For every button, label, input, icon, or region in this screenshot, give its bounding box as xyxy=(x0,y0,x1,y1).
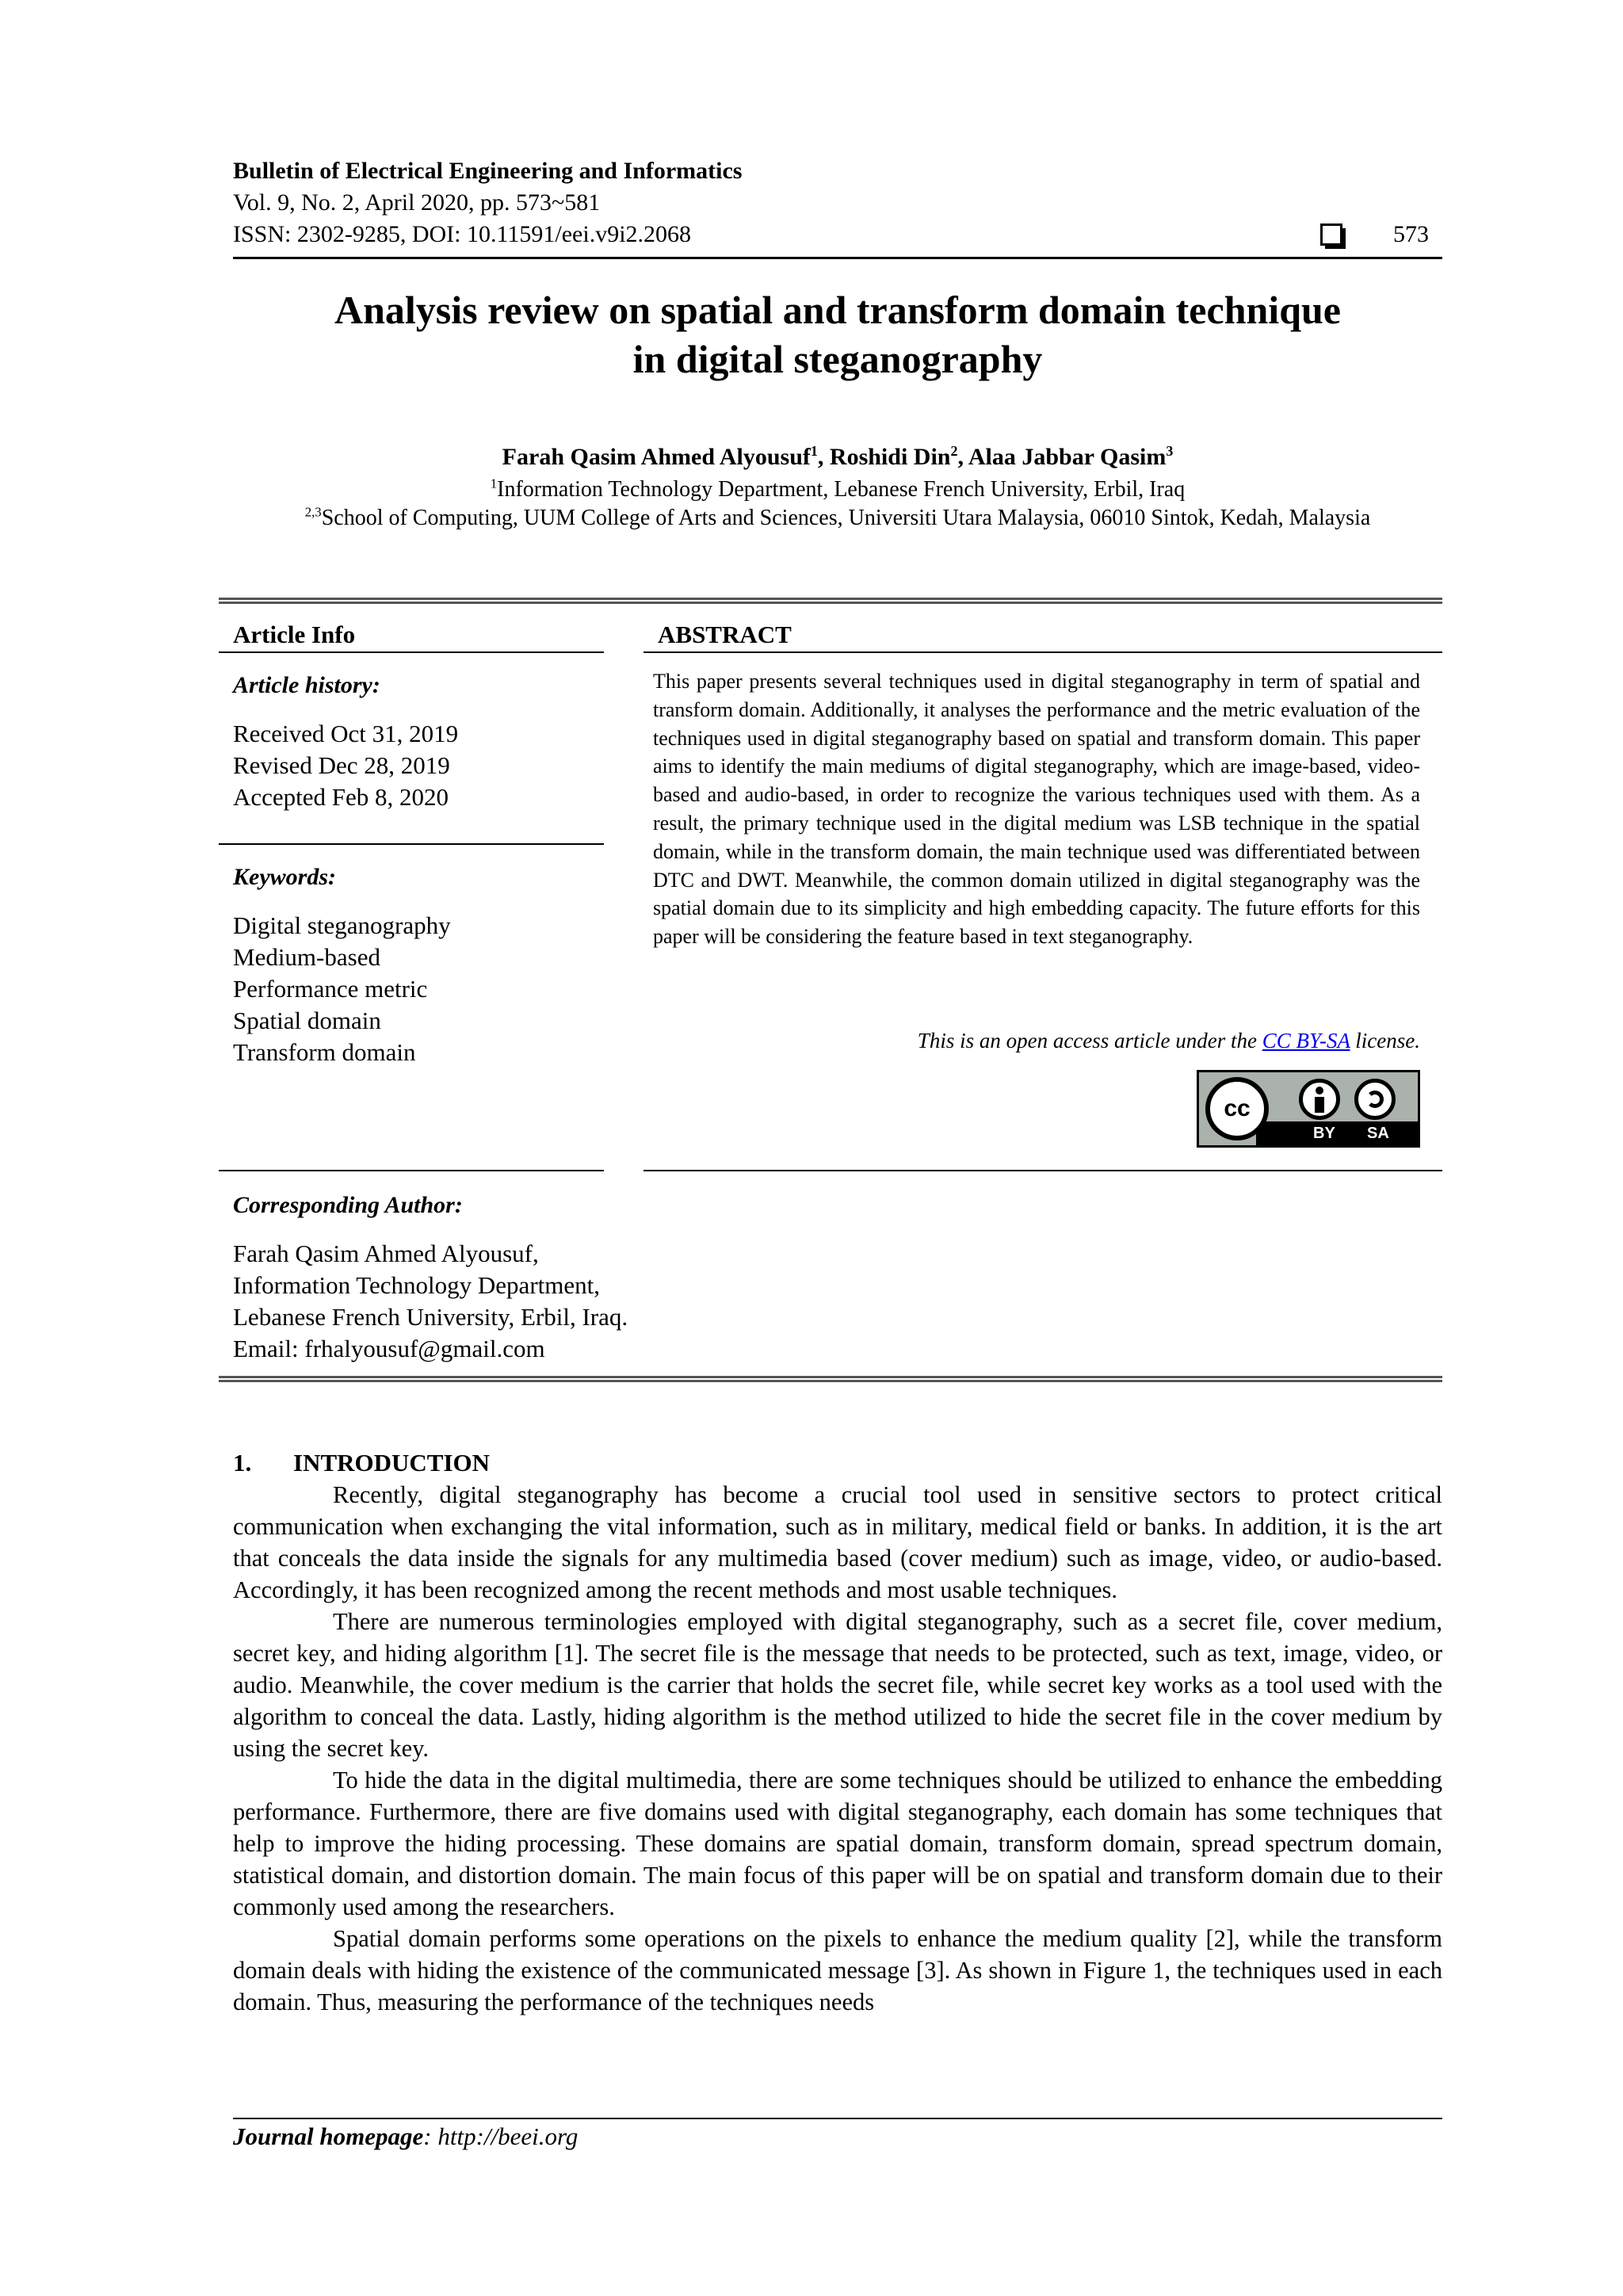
issn-doi: ISSN: 2302-9285, DOI: 10.11591/eei.v9i2.2068 xyxy=(233,221,692,247)
info-box-bottom-rule xyxy=(219,1376,1442,1382)
corresponding-univ: Lebanese French University, Erbil, Iraq. xyxy=(233,1303,628,1331)
corresponding-author-heading: Corresponding Author: xyxy=(233,1192,463,1218)
author-separator: , xyxy=(817,444,830,470)
corresponding-author-block xyxy=(233,1238,628,1365)
keyword-item: Transform domain xyxy=(233,1038,416,1066)
keywords-bottom-rule xyxy=(219,1170,604,1171)
homepage-label: Journal homepage xyxy=(233,2122,424,2150)
author-2: Roshidi Din xyxy=(829,444,951,470)
paragraph: There are numerous terminologies employed with digital steganography, such as a secret file, cover medium, secret key, and hiding algorithm [1]. The secret file is the message that needs to be protected, such as text, image, video, or audio. Meanwhile, the cover medium is the carrier that holds the secret file, while secret key works as a tool used with the algorithm to conceal the data. Lastly, hiding algorithm is the method utilized to hide the secret file in the cover medium by using the secret key. xyxy=(233,1608,1442,1762)
abstract-rule xyxy=(643,651,1442,653)
received-date: Received Oct 31, 2019 xyxy=(233,720,459,747)
abstract-heading: ABSTRACT xyxy=(658,621,792,648)
author-2-affiliation-mark: 2 xyxy=(950,443,958,459)
license-suffix: license. xyxy=(1350,1029,1420,1052)
header-rule xyxy=(233,257,1442,259)
history-rule xyxy=(219,843,604,845)
journal-name: Bulletin of Electrical Engineering and Informatics xyxy=(233,158,743,184)
author-list xyxy=(233,442,1442,472)
author-separator: , xyxy=(957,444,968,470)
abstract-bottom-rule xyxy=(643,1170,1442,1171)
section-number: 1. xyxy=(233,1449,252,1477)
affiliation-2 xyxy=(233,504,1442,533)
title-line-1: Analysis review on spatial and transform domain technique xyxy=(334,288,1342,332)
introduction-body xyxy=(233,1479,1442,2018)
badge-strip xyxy=(1256,1121,1418,1145)
section-title: INTRODUCTION xyxy=(293,1449,491,1477)
keyword-item: Performance metric xyxy=(233,975,428,1003)
corresponding-dept: Information Technology Department, xyxy=(233,1271,600,1299)
paper-title xyxy=(233,285,1442,384)
affiliation-1-mark: 1 xyxy=(490,476,498,491)
article-info-rule xyxy=(219,651,604,653)
license-prefix: This is an open access article under the xyxy=(917,1029,1262,1052)
keyword-item: Spatial domain xyxy=(233,1007,381,1034)
paragraph: Recently, digital steganography has become a crucial tool used in sensitive sectors to protect critical communication when exchanging the vital information, such as in military, medical field or banks. In addition, it is the art that conceals the data inside the signals for any multimedia based (cover medium) such as image, video, or audio-based. Accordingly, it has been recognized among the recent methods and most usable techniques. xyxy=(233,1481,1442,1603)
affiliation-1 xyxy=(233,476,1442,504)
accepted-date: Accepted Feb 8, 2020 xyxy=(233,783,449,811)
keywords-heading: Keywords: xyxy=(233,864,336,890)
author-1-affiliation-mark: 1 xyxy=(810,443,818,459)
paragraph: To hide the data in the digital multimedia, there are some techniques should be utilized to enhance the embedding performance. Furthermore, there are five domains used with digital steganography, each domain has some techniques that help to improve the hiding processing. These domains are spatial domain, transform domain, spread spectrum domain, statistical domain, and distortion domain. The main focus of this paper will be on spatial and transform domain due to their commonly used among the researchers. xyxy=(233,1767,1442,1920)
author-3-affiliation-mark: 3 xyxy=(1166,443,1174,459)
article-history-heading: Article history: xyxy=(233,672,380,698)
paragraph: Spatial domain performs some operations on the pixels to enhance the medium quality [2], while the transform domain deals with hiding the existence of the communicated message [3]. As shown in Figure 1, the techniques used in each domain. Thus, measuring the performance of the techniques needs xyxy=(233,1925,1442,2015)
share-alike-icon xyxy=(1354,1079,1396,1120)
square-bullet-icon xyxy=(1320,223,1342,246)
title-line-2: in digital steganography xyxy=(632,337,1043,381)
cc-by-sa-badge xyxy=(1197,1070,1420,1148)
affiliation-1-text: Information Technology Department, Lebanese French University, Erbil, Iraq xyxy=(497,477,1186,502)
article-info-heading: Article Info xyxy=(233,621,356,648)
affiliation-2-text: School of Computing, UUM College of Arts and Sciences, Universiti Utara Malaysia, 06010 Sintok, Kedah, Malaysia xyxy=(321,506,1371,530)
info-box-top-rule xyxy=(219,598,1442,604)
corresponding-email: Email: frhalyousuf@gmail.com xyxy=(233,1335,545,1362)
abstract-text: This paper presents several techniques used in digital steganography in term of spatial and transform domain. Additionally, it analyses the performance and the metric evaluation of the techniques used in digital steganography based on spatial and transform domain. This paper aims to identify the main mediums of digital steganography, which are image-based, video-based and audio-based, in order to recognize the various techniques used with them. As a result, the primary technique used in the digital medium was LSB technique in the spatial domain, while in the transform domain, the main technique used was differentiated between DTC and DWT. Meanwhile, the common domain utilized in digital steganography was the spatial domain due to its simplicity and high embedding capacity. The future efforts for this paper will be considering the feature based in text steganography. xyxy=(653,670,1420,949)
keywords-list xyxy=(233,910,451,1068)
author-3: Alaa Jabbar Qasim xyxy=(968,444,1167,470)
journal-homepage xyxy=(233,2121,578,2153)
author-1: Farah Qasim Ahmed Alyousuf xyxy=(502,444,811,470)
corresponding-name: Farah Qasim Ahmed Alyousuf, xyxy=(233,1240,539,1267)
cc-by-sa-link[interactable]: CC BY-SA xyxy=(1262,1029,1350,1052)
badge-sa-label: SA xyxy=(1367,1125,1389,1142)
attribution-icon xyxy=(1299,1079,1340,1120)
volume-info: Vol. 9, No. 2, April 2020, pp. 573~581 xyxy=(233,189,601,216)
revised-date: Revised Dec 28, 2019 xyxy=(233,751,450,779)
badge-by-label: BY xyxy=(1313,1125,1335,1142)
creative-commons-icon: cc xyxy=(1205,1077,1269,1140)
page-number: 573 xyxy=(1393,221,1429,247)
section-heading-introduction xyxy=(233,1447,490,1479)
affiliation-2-mark: 2,3 xyxy=(304,504,322,520)
keyword-item: Medium-based xyxy=(233,943,380,971)
homepage-url: : http://beei.org xyxy=(423,2122,579,2150)
keyword-item: Digital steganography xyxy=(233,911,451,939)
license-statement xyxy=(653,1027,1420,1054)
footer-rule xyxy=(233,2118,1442,2119)
